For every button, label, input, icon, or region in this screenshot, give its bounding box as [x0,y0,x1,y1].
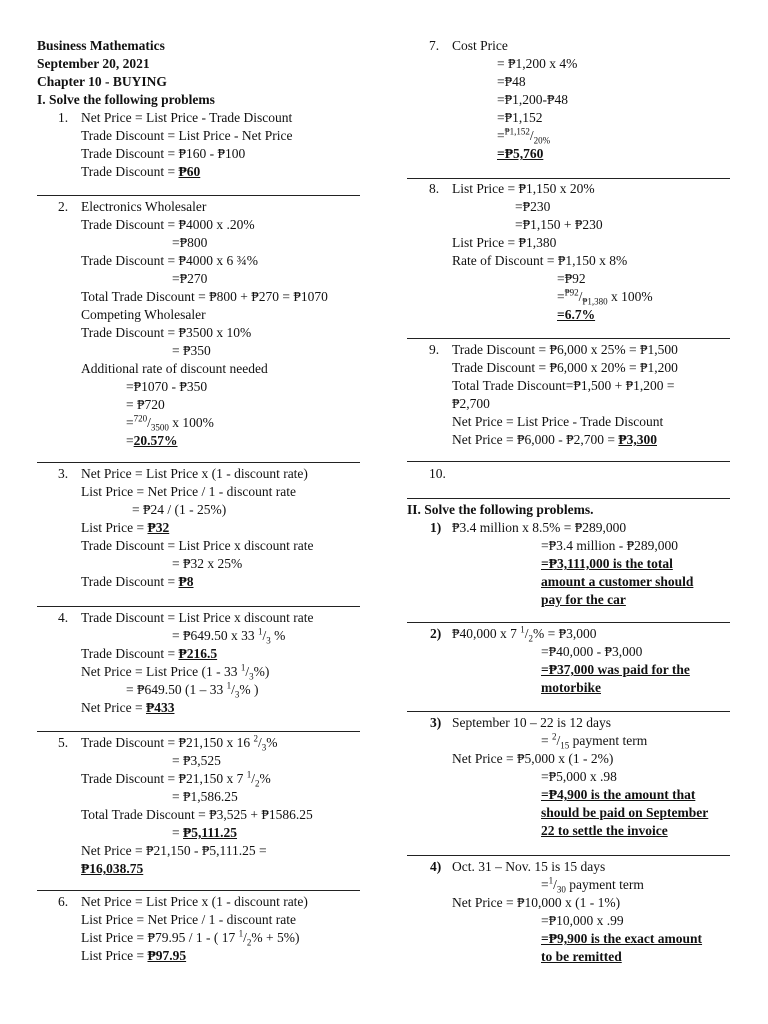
solution-line [172,824,237,842]
problem-number: 7. [429,38,440,53]
solution-line: =₱48 [497,74,526,89]
line-text: x 100% [168,415,214,430]
solution-line: Total Trade Discount = ₱800 + ₱270 = ₱1070 [81,289,328,304]
solution-line: ₱2,700 [452,396,490,411]
divider [37,606,360,607]
fraction-numerator: 1 [520,624,525,635]
fraction-slash: / [147,415,151,430]
final-answer: ₱97.95 [147,948,187,963]
part-one-heading: I. Solve the following problems [37,92,215,107]
line-text: % + 5%) [251,930,300,945]
solution-line [452,431,657,449]
fraction-numerator: 1 [258,626,263,637]
problem-number: 1. [58,110,69,125]
solution-line: =₱92 [557,271,586,286]
line-text: x 100% [607,289,653,304]
solution-line: =₱230 [515,199,551,214]
solution-line [452,625,597,643]
final-answer: 20.57% [133,433,178,448]
fraction-slash: / [231,682,235,697]
divider [37,731,360,732]
solution-line: Trade Discount = ₱4000 x .20% [81,217,255,232]
problem-number: 3) [430,715,442,730]
solution-line: Competing Wholesaler [81,307,206,322]
final-answer: ₱3,300 [618,432,657,447]
solution-line [497,127,550,145]
line-text: = [557,289,565,304]
fraction-numerator: 2 [253,733,258,744]
fraction-denominator: 3 [249,671,254,682]
fraction-slash: / [524,626,529,641]
line-text: List Price = [81,520,148,535]
fraction-denominator: 3 [234,689,240,700]
final-answer: =₱5,760 [497,146,544,161]
final-answer: amount a customer should [541,574,694,589]
fraction-numerator: ₱92 [564,287,579,298]
fraction-denominator: 30 [556,884,566,895]
divider [37,890,360,891]
solution-line: =₱3.4 million - ₱289,000 [541,538,679,553]
solution-line: Net Price = ₱10,000 x (1 - 1%) [452,895,621,910]
solution-line: Additional rate of discount needed [81,361,268,376]
final-answer: motorbike [541,680,601,695]
solution-line: =₱5,000 x .98 [541,769,617,784]
fraction-slash: / [262,628,267,643]
final-answer: ₱16,038.75 [81,861,144,876]
solution-line: Trade Discount = ₱6,000 x 20% = ₱1,200 [452,360,678,375]
line-text: % [270,628,286,643]
solution-line [81,663,269,681]
solution-line: Total Trade Discount=₱1,500 + ₱1,200 = [452,378,675,393]
fraction-denominator: 3 [261,742,267,753]
solution-line: Total Trade Discount = ₱3,525 + ₱1586.25 [81,807,313,822]
final-answer: to be remitted [541,949,622,964]
fraction-slash: / [556,733,561,748]
solution-line: List Price = ₱1,150 x 20% [452,181,595,196]
problem-number: 3. [58,466,69,481]
solution-line: September 10 – 22 is 12 days [452,715,611,730]
problem-number: 10. [429,466,446,481]
fraction-denominator: 2 [246,937,252,948]
final-answer: ₱60 [178,164,201,179]
divider [37,462,360,463]
solution-line: =₱1,200-₱48 [497,92,569,107]
line-text: = [172,825,183,840]
line-text: = ₱649.50 x 33 [172,628,258,643]
solution-line: Oct. 31 – Nov. 15 is 15 days [452,859,606,874]
solution-line: =₱1,152 [497,110,543,125]
solution-line [126,432,178,450]
solution-line: Trade Discount = ₱160 - ₱100 [81,146,246,161]
solution-line: =₱1070 - ₱350 [126,379,208,394]
final-answer: should be paid on September [541,805,709,820]
problem-number: 2. [58,199,69,214]
fraction-numerator: ₱1,152 [504,126,530,137]
line-text: Trade Discount = ₱21,150 x 16 [81,735,254,750]
divider [407,711,730,712]
solution-line [126,681,259,699]
line-text: % = ₱3,000 [533,626,597,641]
fraction-numerator: 1 [240,662,246,673]
fraction-denominator: 3500 [150,422,169,433]
doc-chapter: Chapter 10 - BUYING [37,74,167,89]
solution-line: = ₱24 / (1 - 25%) [132,502,227,517]
line-text: List Price = [81,948,148,963]
solution-line: Trade Discount = List Price x discount rate [81,538,314,553]
solution-line: = ₱1,200 x 4% [497,56,578,71]
solution-line: Cost Price [452,38,508,53]
problem-number: 4. [58,610,69,625]
solution-line: Trade Discount = List Price - Net Price [81,128,293,143]
line-text: % ) [239,682,259,697]
solution-line [81,929,299,947]
solution-line [81,645,217,663]
final-answer: =₱3,111,000 is the total [541,556,673,571]
solution-line: = ₱32 x 25% [172,556,243,571]
problem-number: 1) [430,520,442,535]
problem-number: 9. [429,342,440,357]
solution-line: Trade Discount = ₱3500 x 10% [81,325,252,340]
line-text: Net Price = List Price (1 - 33 [81,664,241,679]
solution-line: Net Price = List Price - Trade Discount [81,110,293,125]
problem-number: 5. [58,735,69,750]
line-text: Net Price = ₱6,000 - ₱2,700 = [452,432,619,447]
fraction-denominator: 2 [255,778,260,789]
fraction-denominator: ₱1,380 [582,296,608,307]
part-two-heading: II. Solve the following problems. [407,502,594,517]
fraction-numerator: 1 [226,680,232,691]
solution-line: ₱3.4 million x 8.5% = ₱289,000 [452,520,627,535]
line-text: Trade Discount = ₱21,150 x 7 [81,771,247,786]
line-text: Trade Discount = [81,164,179,179]
divider [37,195,360,196]
solution-line: =₱10,000 x .99 [541,913,624,928]
solution-line: Net Price = List Price x (1 - discount rate) [81,466,308,481]
line-text: %) [253,664,270,679]
solution-line: Trade Discount = ₱4000 x 6 ¾% [81,253,258,268]
final-answer: =₱37,000 was paid for the [541,662,690,677]
line-text: % [259,771,271,786]
fraction-slash: / [578,289,583,304]
fraction-numerator: 2 [552,731,557,742]
solution-line [81,573,194,591]
solution-line: Net Price = ₱21,150 - ₱5,111.25 = [81,843,267,858]
solution-line [81,734,278,752]
solution-line [81,519,169,537]
final-answer: ₱8 [178,574,194,589]
solution-line: =₱270 [172,271,208,286]
solution-line [81,770,271,788]
final-answer: ₱32 [147,520,170,535]
fraction-slash: / [245,664,250,679]
solution-line: List Price = ₱1,380 [452,235,557,250]
fraction-numerator: 1 [246,769,252,780]
solution-line: Trade Discount = List Price x discount rate [81,610,314,625]
solution-line: List Price = Net Price / 1 - discount rate [81,484,296,499]
solution-line: Net Price = List Price x (1 - discount rate) [81,894,308,909]
solution-line: =₱1,150 + ₱230 [515,217,603,232]
line-text: = [497,128,505,143]
solution-line: Electronics Wholesaler [81,199,207,214]
final-answer: pay for the car [541,592,626,607]
fraction-slash: / [251,771,256,786]
line-text: = [541,877,549,892]
final-answer: =₱9,900 is the exact amount [541,931,703,946]
solution-line: Rate of Discount = ₱1,150 x 8% [452,253,628,268]
line-text: = [126,415,134,430]
fraction-denominator: 3 [266,635,271,646]
solution-line [541,732,647,750]
solution-line: =₱40,000 - ₱3,000 [541,644,643,659]
fraction-numerator: 1 [238,928,244,939]
fraction-slash: / [529,128,534,143]
divider [407,178,730,179]
line-text: List Price = ₱79.95 / 1 - ( 17 [81,930,239,945]
final-answer: 22 to settle the invoice [541,823,668,838]
fraction-slash: / [243,930,247,945]
divider [407,461,730,462]
solution-line: = ₱3,525 [172,753,221,768]
line-text: payment term [565,877,644,892]
final-answer: =₱4,900 is the amount that [541,787,696,802]
fraction-slash: / [553,877,557,892]
solution-line: = ₱1,586.25 [172,789,238,804]
solution-line [81,947,186,965]
line-text: = ₱649.50 (1 – 33 [126,682,227,697]
line-text: % [266,735,278,750]
final-answer: ₱216.5 [178,646,218,661]
line-text: ₱40,000 x 7 [452,626,521,641]
line-text: = [541,733,552,748]
fraction-slash: / [258,735,262,750]
problem-number: 2) [430,626,442,641]
line-text: payment term [569,733,648,748]
solution-line [126,414,214,432]
fraction-denominator: 20% [533,135,551,146]
line-text: Trade Discount = [81,646,179,661]
doc-subject: Business Mathematics [37,38,165,53]
divider [407,855,730,856]
final-answer: ₱5,111.25 [183,825,238,840]
solution-line: Net Price = List Price - Trade Discount [452,414,664,429]
problem-number: 6. [58,894,69,909]
line-text: Net Price = [81,700,146,715]
fraction-numerator: 720 [133,413,148,424]
solution-line: =₱800 [172,235,208,250]
solution-line [541,876,644,894]
final-answer: =6.7% [557,307,596,322]
solution-line: = ₱350 [172,343,211,358]
problem-number: 4) [430,859,442,874]
solution-line [172,627,285,645]
divider [407,622,730,623]
solution-line: Net Price = ₱5,000 x (1 - 2%) [452,751,614,766]
divider [407,498,730,499]
solution-line: List Price = Net Price / 1 - discount rate [81,912,296,927]
line-text: = [126,433,134,448]
line-text: Trade Discount = [81,574,179,589]
fraction-denominator: 2 [528,633,534,644]
final-answer: ₱433 [145,700,175,715]
fraction-numerator: 1 [548,875,554,886]
problem-number: 8. [429,181,440,196]
solution-line [81,699,174,717]
fraction-denominator: 15 [560,740,570,751]
solution-line: = ₱720 [126,397,165,412]
solution-line [81,163,200,181]
solution-line [557,288,653,306]
divider [407,338,730,339]
doc-date: September 20, 2021 [37,56,150,71]
solution-line: Trade Discount = ₱6,000 x 25% = ₱1,500 [452,342,678,357]
